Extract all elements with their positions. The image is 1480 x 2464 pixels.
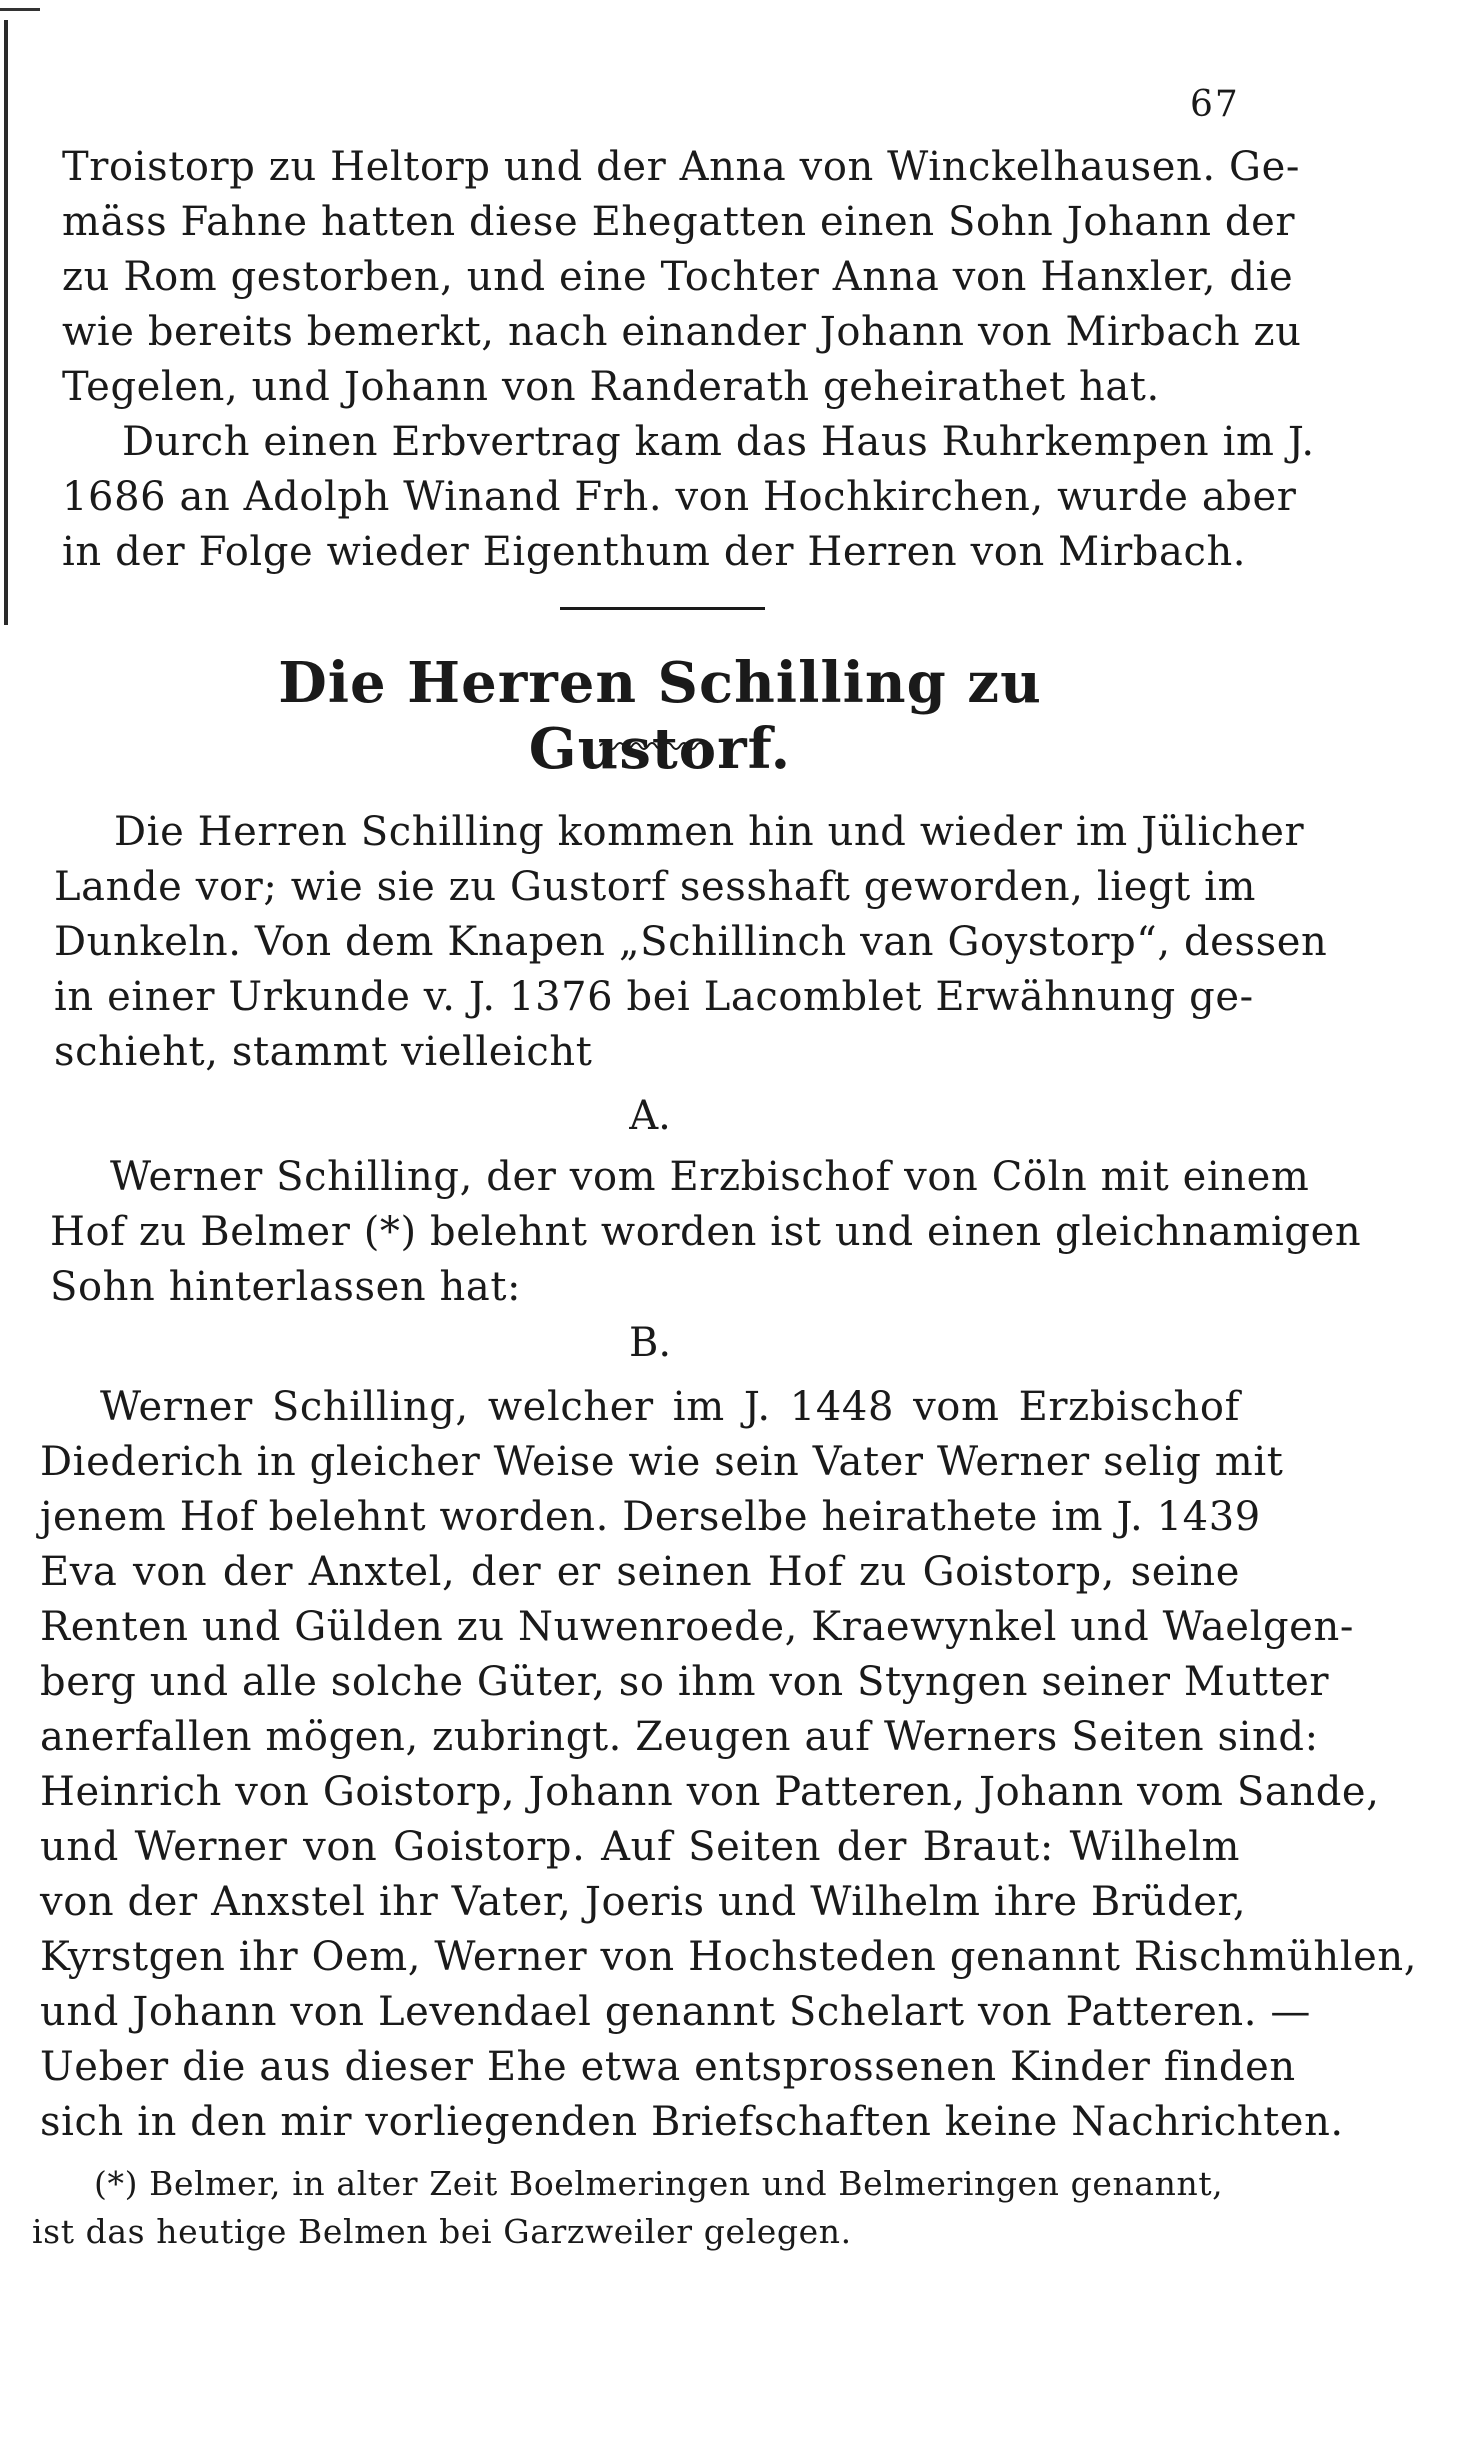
text-line: Lande vor; wie sie zu Gustorf sesshaft geworden, liegt im	[54, 864, 1257, 910]
section-label-b: B.	[628, 1320, 672, 1366]
scan-corner-mark	[0, 8, 40, 17]
text-line: Renten und Gülden zu Nuwenroede, Kraewynkel und Waelgen-	[40, 1604, 1354, 1650]
text-line: zu Rom gestorben, und eine Tochter Anna von Hanxler, die	[62, 254, 1294, 300]
text-line: berg und alle solche Güter, so ihm von Styngen seiner Mutter	[40, 1659, 1330, 1705]
text-line: schieht, stammt vielleicht	[54, 1029, 593, 1075]
footnote-line: ist das heutige Belmen bei Garzweiler gelegen.	[32, 2212, 852, 2251]
section-heading: Die Herren Schilling zu Gustorf.	[278, 650, 1042, 782]
footnote	[32, 2160, 1222, 2256]
text-line: mäss Fahne hatten diese Ehegatten einen Sohn Johann der	[62, 199, 1296, 245]
binding-edge-line	[4, 20, 8, 625]
text-line: 1686 an Adolph Winand Frh. von Hochkirchen, wurde aber	[62, 474, 1297, 520]
text-line: Troistorp zu Heltorp und der Anna von Winckelhausen. Ge-	[62, 144, 1300, 190]
text-line: jenem Hof belehnt worden. Derselbe heirathete im J. 1439	[40, 1494, 1261, 1540]
text-line: wie bereits bemerkt, nach einander Johann von Mirbach zu	[62, 309, 1302, 355]
text-line: Sohn hinterlassen hat:	[50, 1264, 522, 1310]
text-line: Werner Schilling, der vom Erzbischof von Cöln mit einem	[110, 1154, 1310, 1200]
section-a-paragraph	[50, 1150, 1362, 1315]
text-line: anerfallen mögen, zubringt. Zeugen auf Werners Seiten sind:	[40, 1714, 1319, 1760]
text-line: Dunkeln. Von dem Knapen „Schillinch van Goystorp“, dessen	[54, 919, 1328, 965]
text-line: von der Anxstel ihr Vater, Joeris und Wilhelm ihre Brüder,	[40, 1879, 1247, 1925]
text-line: Eva von der Anxtel, der er seinen Hof zu Goistorp, seine	[40, 1549, 1240, 1595]
text-line: Kyrstgen ihr Oem, Werner von Hochsteden genannt Rischmühlen,	[40, 1934, 1418, 1980]
text-line: und Johann von Levendael genannt Schelart von Patteren. —	[40, 1989, 1311, 2035]
wavy-ornament	[598, 737, 710, 755]
page-number: 67	[1190, 84, 1240, 125]
text-line: Die Herren Schilling kommen hin und wieder im Jülicher	[114, 809, 1305, 855]
text-line: in einer Urkunde v. J. 1376 bei Lacomblet Erwähnung ge-	[54, 974, 1254, 1020]
text-line: Hof zu Belmer (*) belehnt worden ist und einen gleichnamigen	[50, 1209, 1362, 1255]
text-line: und Werner von Goistorp. Auf Seiten der Braut: Wilhelm	[40, 1824, 1240, 1870]
section-b-paragraph	[40, 1380, 1418, 2150]
footnote-line: (*) Belmer, in alter Zeit Boelmeringen und Belmeringen genannt,	[94, 2164, 1224, 2203]
text-line: Durch einen Erbvertrag kam das Haus Ruhrkempen im J.	[122, 419, 1315, 465]
section-divider-rule	[560, 607, 765, 610]
text-line: Heinrich von Goistorp, Johann von Patteren, Johann vom Sande,	[40, 1769, 1380, 1815]
text-line: sich in den mir vorliegenden Briefschaften keine Nachrichten.	[40, 2099, 1344, 2145]
intro-paragraph	[54, 805, 1328, 1080]
section-label-a: A.	[629, 1093, 671, 1139]
text-line: Werner Schilling, welcher im J. 1448 vom Erzbischof	[100, 1384, 1240, 1430]
continuation-paragraphs	[62, 140, 1315, 580]
text-line: Ueber die aus dieser Ehe etwa entsprossenen Kinder finden	[40, 2044, 1296, 2090]
text-line: Tegelen, und Johann von Randerath geheirathet hat.	[62, 364, 1160, 410]
text-line: in der Folge wieder Eigenthum der Herren von Mirbach.	[62, 529, 1247, 575]
text-line: Diederich in gleicher Weise wie sein Vater Werner selig mit	[40, 1439, 1284, 1485]
